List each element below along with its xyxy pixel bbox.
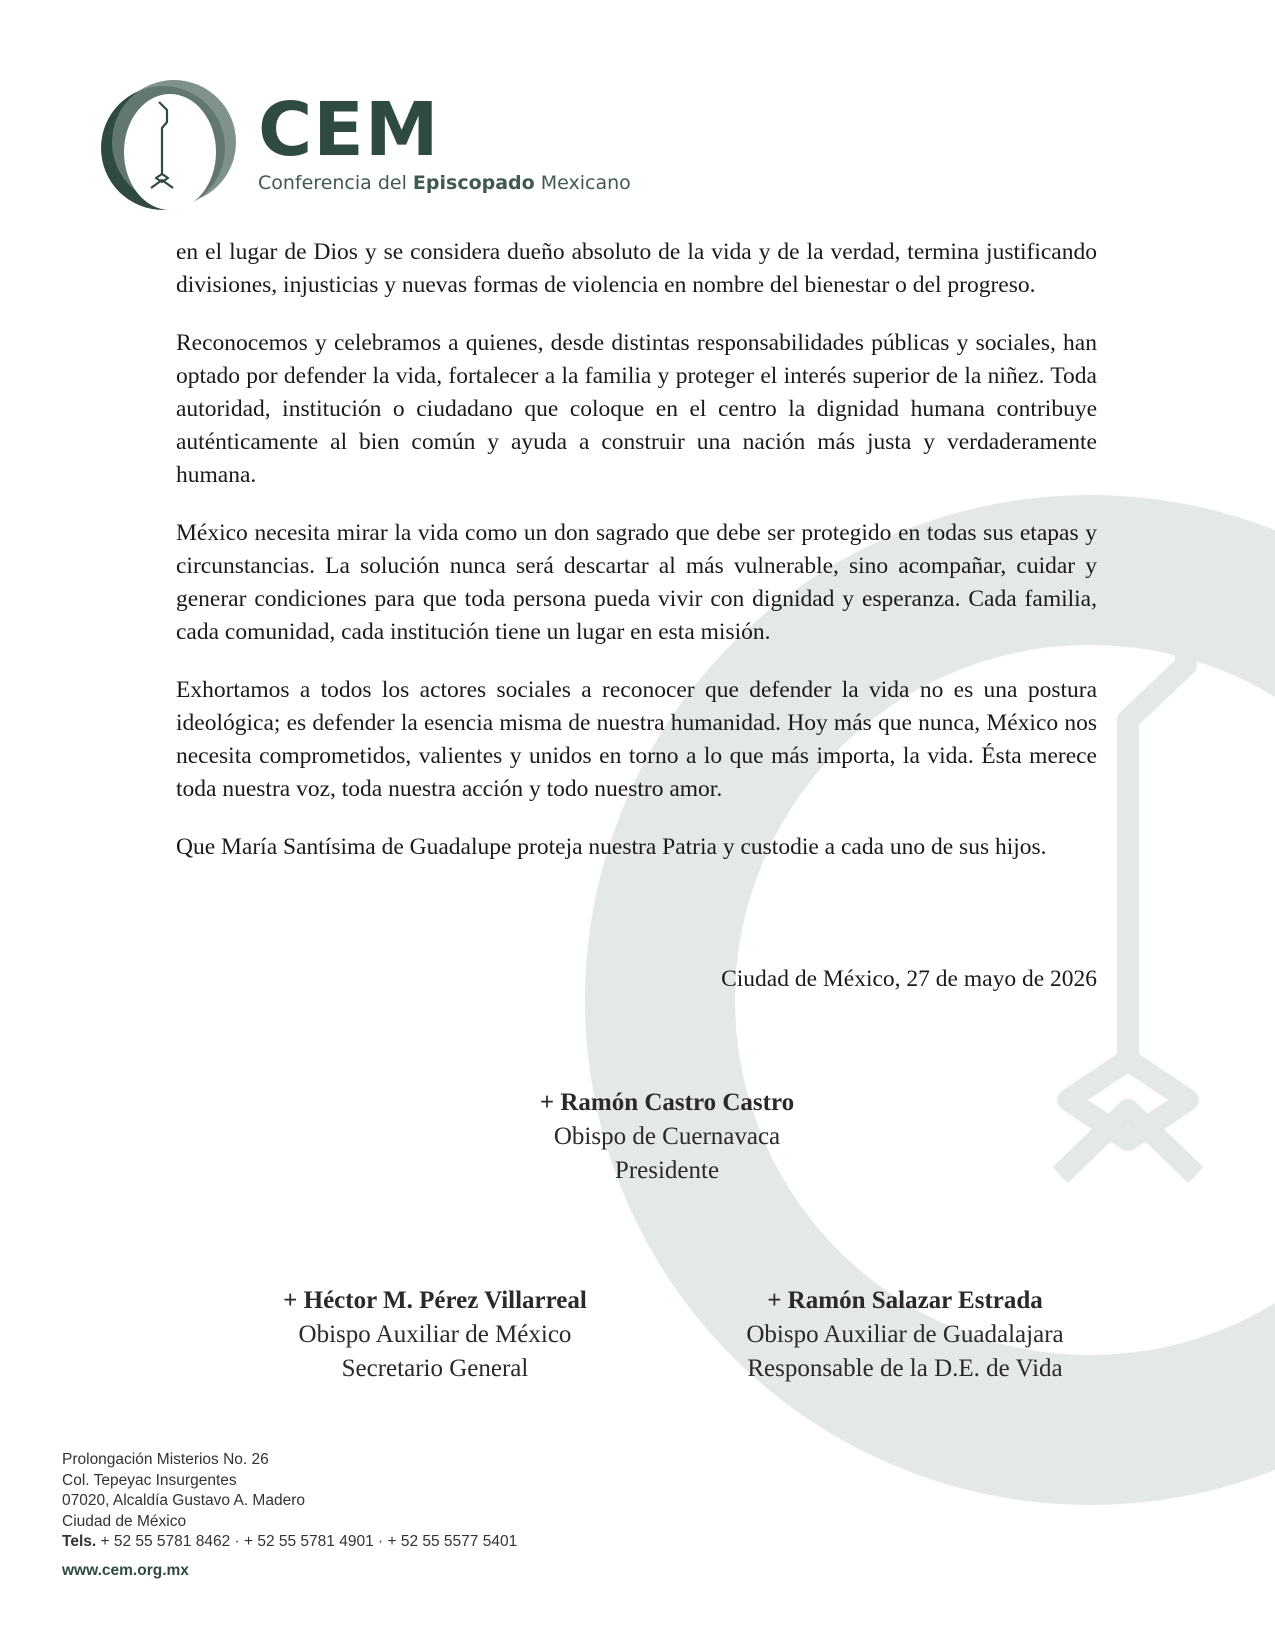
address-line: Prolongación Misterios No. 26	[62, 1451, 269, 1468]
website-link[interactable]: www.cem.org.mx	[62, 1561, 189, 1579]
address-line: Col. Tepeyac Insurgentes	[62, 1471, 237, 1489]
paragraph: en el lugar de Dios y se considera dueño absoluto de la vida y de la verdad, termina justificando divisiones, injusticias y nuevas formas de violencia en nombre del bienestar o del progreso.	[176, 239, 1097, 298]
dateline: Ciudad de México, 27 de mayo de 2026	[721, 966, 1097, 992]
signer-role: Responsable de la D.E. de Vida	[747, 1355, 1063, 1382]
paragraph: Reconocemos y celebramos a quienes, desde distintas responsabilidades públicas y sociales, han optado por defender la vida, fortalecer a la familia y proteger el interés superior de la niñez. Toda autoridad, institución o ciudadano que coloque en el centro la dignidad humana contribuye auténticamente al bien común y ayuda a construir una nación más justa y verdaderamente humana.	[176, 330, 1097, 488]
signer-name: + Ramón Salazar Estrada	[767, 1287, 1043, 1314]
signer-name: + Ramón Castro Castro	[539, 1089, 795, 1116]
signature-president	[467, 1086, 867, 1188]
logo-acronym: CEM	[258, 87, 440, 173]
cem-emblem-icon	[88, 70, 248, 230]
logo-subtitle: Conferencia del Episcopado Mexicano	[258, 172, 631, 194]
footer-contact	[62, 1450, 517, 1581]
paragraph: México necesita mirar la vida como un don sagrado que debe ser protegido en todas sus etapas y circunstancias. La solución nunca será descartar al más vulnerable, sino acompañar, cuidar y generar condiciones para que toda persona pueda vivir con dignidad y esperanza. Cada familia, cada comunidad, cada institución tiene un lugar en esta misión.	[176, 520, 1097, 645]
paragraph: Que María Santísima de Guadalupe proteja nuestra Patria y custodie a cada uno de sus hijos.	[176, 834, 1047, 860]
signer-title: Obispo Auxiliar de Guadalajara	[746, 1321, 1064, 1348]
signature-secretary	[230, 1284, 640, 1386]
signer-name: + Héctor M. Pérez Villarreal	[283, 1287, 587, 1314]
signature-vida	[700, 1284, 1110, 1386]
letter-body	[176, 236, 1097, 889]
signer-title: Obispo Auxiliar de México	[298, 1321, 572, 1348]
address-line: Ciudad de México	[62, 1512, 187, 1530]
address-line: 07020, Alcaldía Gustavo A. Madero	[62, 1492, 305, 1509]
signer-role: Secretario General	[341, 1355, 529, 1382]
signer-title: Obispo de Cuernavaca	[553, 1123, 781, 1150]
cem-logo	[88, 70, 688, 230]
signer-role: Presidente	[614, 1157, 720, 1184]
paragraph: Exhortamos a todos los actores sociales a reconocer que defender la vida no es una postura ideológica; es defender la esencia misma de nuestra humanidad. Hoy más que nunca, México nos necesita comprometidos, valientes y unidos en torno a lo que más importa, la vida. Ésta merece toda nuestra voz, toda nuestra acción y todo nuestro amor.	[176, 677, 1097, 802]
phone-line: Tels. + 52 55 5781 8462 · + 52 55 5781 4901 · + 52 55 5577 5401	[62, 1533, 518, 1550]
